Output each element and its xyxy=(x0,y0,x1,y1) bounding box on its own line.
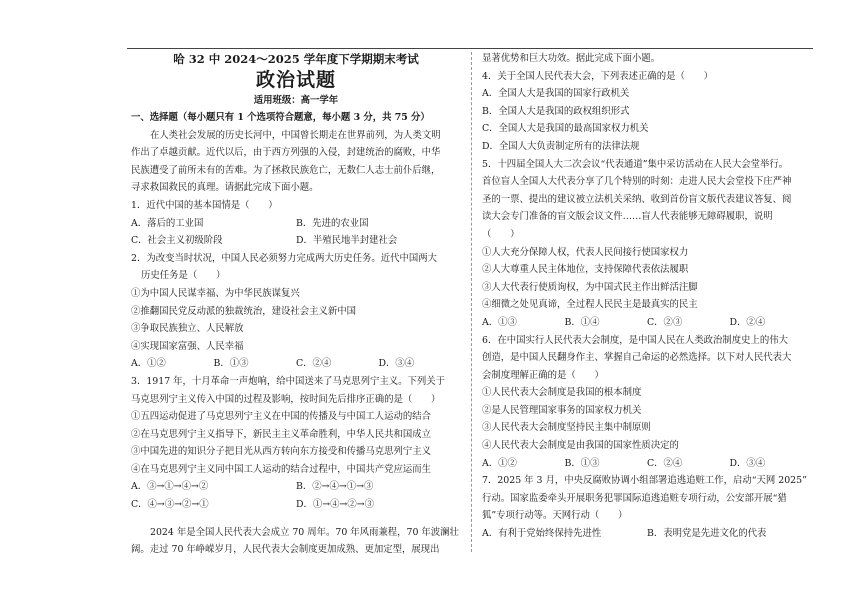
question-1-options-row xyxy=(131,232,461,250)
question-6-item: ③人民代表大会制度坚持民主集中制原则 xyxy=(482,422,651,434)
question-1-stem: 1．近代中国的基本国情是（ ） xyxy=(131,199,278,211)
option-a: A．③→①→④→② xyxy=(131,481,209,493)
question-2-item: ①为中国人民谋幸福、为中华民族谋复兴 xyxy=(131,287,300,299)
top-rule xyxy=(127,48,813,49)
option-a: A．有利于党始终保持先进性 xyxy=(482,528,602,540)
option-d: D．全国人大负责制定所有的法律法规 xyxy=(482,140,640,152)
question-6-stem: 6．在中国实行人民代表大会制度，是中国人民在人类政治制度史上的伟大 xyxy=(482,334,788,346)
option-d: D．③④ xyxy=(729,457,766,469)
question-3-stem: 马克思列宁主义传入中国的过程及影响，按时间先后排序正确的是（ ） xyxy=(131,393,441,405)
left-column xyxy=(131,50,461,559)
option-b: B．②→④→①→③ xyxy=(296,481,374,493)
question-5-stem: （ ） xyxy=(482,228,520,240)
question-7-options xyxy=(482,525,812,543)
question-2-item: ②推翻国民党反动派的独裁统治，建设社会主义新中国 xyxy=(131,305,357,317)
exam-subject-title: 政治试题 xyxy=(255,69,336,91)
question-2-stem: 历史任务是（ ） xyxy=(141,270,226,282)
intro-line: 作出了卓越贡献。近代以后，由于西方列强的入侵，封建统治的腐败，中华 xyxy=(131,147,441,159)
question-2-stem: 2．为改变当时状况，中国人民必须努力完成两大历史任务。近代中国两大 xyxy=(131,252,437,264)
question-5-item: ①人大充分保障人权，代表人民间接行使国家权力 xyxy=(482,246,689,258)
question-6-stem: 会制度理解正确的是（ ） xyxy=(482,369,604,381)
question-5-item: ③人大代表行使质询权，为中国式民主作出鲜活注脚 xyxy=(482,281,698,293)
question-3-options-row xyxy=(131,478,461,496)
intro-line: 民族遭受了前所未有的苦难。为了拯救民族危亡，无数仁人志士前仆后继， xyxy=(131,164,441,176)
question-5-stem: 圣的一票、提出的建议被立法机关采纳、收到首份盲文版代表建议答复、阅 xyxy=(482,193,792,205)
option-c: C．②④ xyxy=(647,457,683,469)
option-b: B．①④ xyxy=(564,316,600,328)
intro-line: 在人类社会发展的历史长河中，中国曾长期走在世界前列，为人类文明 xyxy=(150,129,441,141)
question-6-item: ④人民代表大会制度是由我国的国家性质决定的 xyxy=(482,440,679,452)
question-7-stem: 行动。国家监委牵头开展职务犯罪国际追逃追赃专项行动，公安部开展“猎 xyxy=(482,492,787,504)
question-3-item: ①五四运动促进了马克思列宁主义在中国的传播及与中国工人运动的结合 xyxy=(131,411,432,423)
option-b: B．全国人大是我国的政权组织形式 xyxy=(482,105,630,117)
option-d: D．半殖民地半封建社会 xyxy=(296,235,398,247)
right-column xyxy=(482,50,812,543)
option-c: C．全国人大是我国的最高国家权力机关 xyxy=(482,123,649,135)
option-b: B．表明党是先进文化的代表 xyxy=(647,528,767,540)
question-5-item: ④细微之处见真谛，全过程人民民主是最真实的民主 xyxy=(482,299,698,311)
intro-line: 寻求救国救民的真理。请据此完成下面小题。 xyxy=(131,182,319,194)
option-a: A．①③ xyxy=(482,316,517,328)
exam-grade: 适用班级：高一学年 xyxy=(253,95,339,106)
question-3-stem: 3．1917 年，十月革命一声炮响，给中国送来了马克思列宁主义。下列关于 xyxy=(131,375,446,387)
question-3-item: ②在马克思列宁主义指导下，新民主主义革命胜利，中华人民共和国成立 xyxy=(131,428,432,440)
question-3-item: ③中国先进的知识分子把目光从西方转向东方接受和传播马克思列宁主义 xyxy=(131,446,432,458)
section-title: 一、选择题（每小题只有 1 个选项符合题意，每小题 3 分，共 75 分） xyxy=(131,112,430,123)
question-5-stem: 5．十四届全国人大二次会议“代表通道”集中采访活动在人民大会堂举行。 xyxy=(482,158,789,170)
passage-line: 2024 年是全国人民代表大会成立 70 周年。70 年风雨兼程，70 年波澜壮 xyxy=(150,526,459,538)
option-d: D．②④ xyxy=(729,316,766,328)
question-6-stem: 创造，是中国人民翻身作主、掌握自己命运的必然选择。以下对人民代表大 xyxy=(482,352,792,364)
question-7-stem: 狐”专项行动等。天网行动（ ） xyxy=(482,510,628,522)
option-c: C．②④ xyxy=(296,358,332,370)
column-divider xyxy=(471,52,472,552)
question-5-item: ②人大尊重人民主体地位，支持保障代表依法履职 xyxy=(482,264,689,276)
question-5-options xyxy=(482,314,812,332)
option-c: C．社会主义初级阶段 xyxy=(131,235,223,247)
option-a: A．全国人大是我国的国家行政机关 xyxy=(482,88,630,100)
option-b: B．①③ xyxy=(213,358,249,370)
question-6-item: ①人民代表大会制度是我国的根本制度 xyxy=(482,387,642,399)
exam-header: 哈 32 中 2024～2025 学年度下学期期末考试 xyxy=(173,52,419,66)
option-a: A．落后的工业国 xyxy=(131,217,204,229)
passage-line: 阔。走过 70 年峥嵘岁月，人民代表大会制度更加成熟、更加定型，展现出 xyxy=(131,544,440,556)
question-6-options xyxy=(482,455,812,473)
question-7-stem: 7．2025 年 3 月，中央反腐败协调小组部署追逃追赃工作，启动“天网 2025” xyxy=(482,475,807,487)
option-c: C．②③ xyxy=(647,316,683,328)
question-3-options-row xyxy=(131,496,461,514)
spacer xyxy=(131,514,461,524)
option-b: B．先进的农业国 xyxy=(296,217,369,229)
question-5-stem: 首位盲人全国人大代表分享了几个特别的时刻：走进人民大会堂投下庄严神 xyxy=(482,176,792,188)
option-d: D．③④ xyxy=(378,358,415,370)
question-4-stem: 4．关于全国人民代表大会，下列表述正确的是（ ） xyxy=(482,70,713,82)
question-5-stem: 读大会专门准备的盲文版会议文件……盲人代表能够无障碍履职，说明 xyxy=(482,211,773,223)
question-1-options-row xyxy=(131,215,461,233)
question-3-item: ④在马克思列宁主义同中国工人运动的结合过程中，中国共产党应运而生 xyxy=(131,463,432,475)
passage-continuation: 显著优势和巨大功效。据此完成下面小题。 xyxy=(482,53,661,64)
option-d: D．①→④→②→③ xyxy=(296,499,374,511)
question-2-item: ③争取民族独立、人民解放 xyxy=(131,323,244,335)
option-a: A．①② xyxy=(131,358,166,370)
question-6-item: ②是人民管理国家事务的国家权力机关 xyxy=(482,404,642,416)
question-2-item: ④实现国家富强、人民幸福 xyxy=(131,340,244,352)
option-b: B．①③ xyxy=(564,457,600,469)
question-2-options xyxy=(131,355,461,373)
option-a: A．①② xyxy=(482,457,517,469)
option-c: C．④→③→②→① xyxy=(131,499,209,511)
